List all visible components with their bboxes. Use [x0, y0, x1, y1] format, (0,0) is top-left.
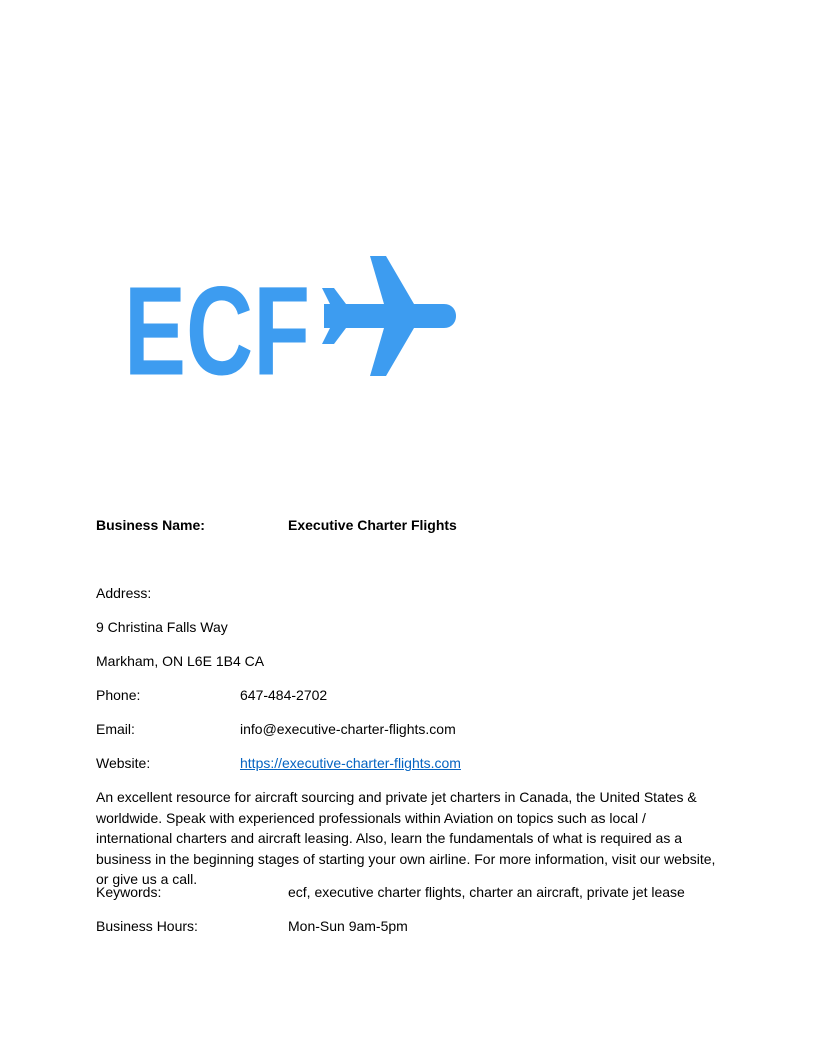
email-label: Email: — [96, 721, 135, 737]
business-name-value: Executive Charter Flights — [288, 517, 457, 533]
address-line-2: Markham, ON L6E 1B4 CA — [96, 653, 265, 669]
business-description: An excellent resource for aircraft sourcing and private jet charters in Canada, the United States & worldwide. Speak with experienced professionals within Aviation on topics such as local / international charters and aircraft leasing. Also, learn the fundamentals of what is required as a business in the beginning stages of starting your own airline. For more information, visit our website, or give us a call. — [96, 789, 716, 887]
website-label: Website: — [96, 755, 151, 771]
hours-label: Business Hours: — [96, 918, 198, 934]
airplane-icon — [322, 256, 456, 376]
phone-value: 647-484-2702 — [240, 687, 328, 703]
logo-text: ECF — [124, 261, 311, 380]
ecf-logo — [124, 252, 459, 380]
phone-label: Phone: — [96, 687, 141, 703]
website-link[interactable]: https://executive-charter-flights.com — [240, 755, 461, 771]
address-line-1: 9 Christina Falls Way — [96, 619, 228, 635]
email-value: info@executive-charter-flights.com — [240, 721, 456, 737]
keywords-value: ecf, executive charter flights, charter an aircraft, private jet lease — [288, 884, 685, 900]
business-name-label: Business Name: — [96, 517, 205, 533]
hours-value: Mon-Sun 9am-5pm — [288, 918, 408, 934]
keywords-label: Keywords: — [96, 884, 162, 900]
address-label: Address: — [96, 585, 152, 601]
